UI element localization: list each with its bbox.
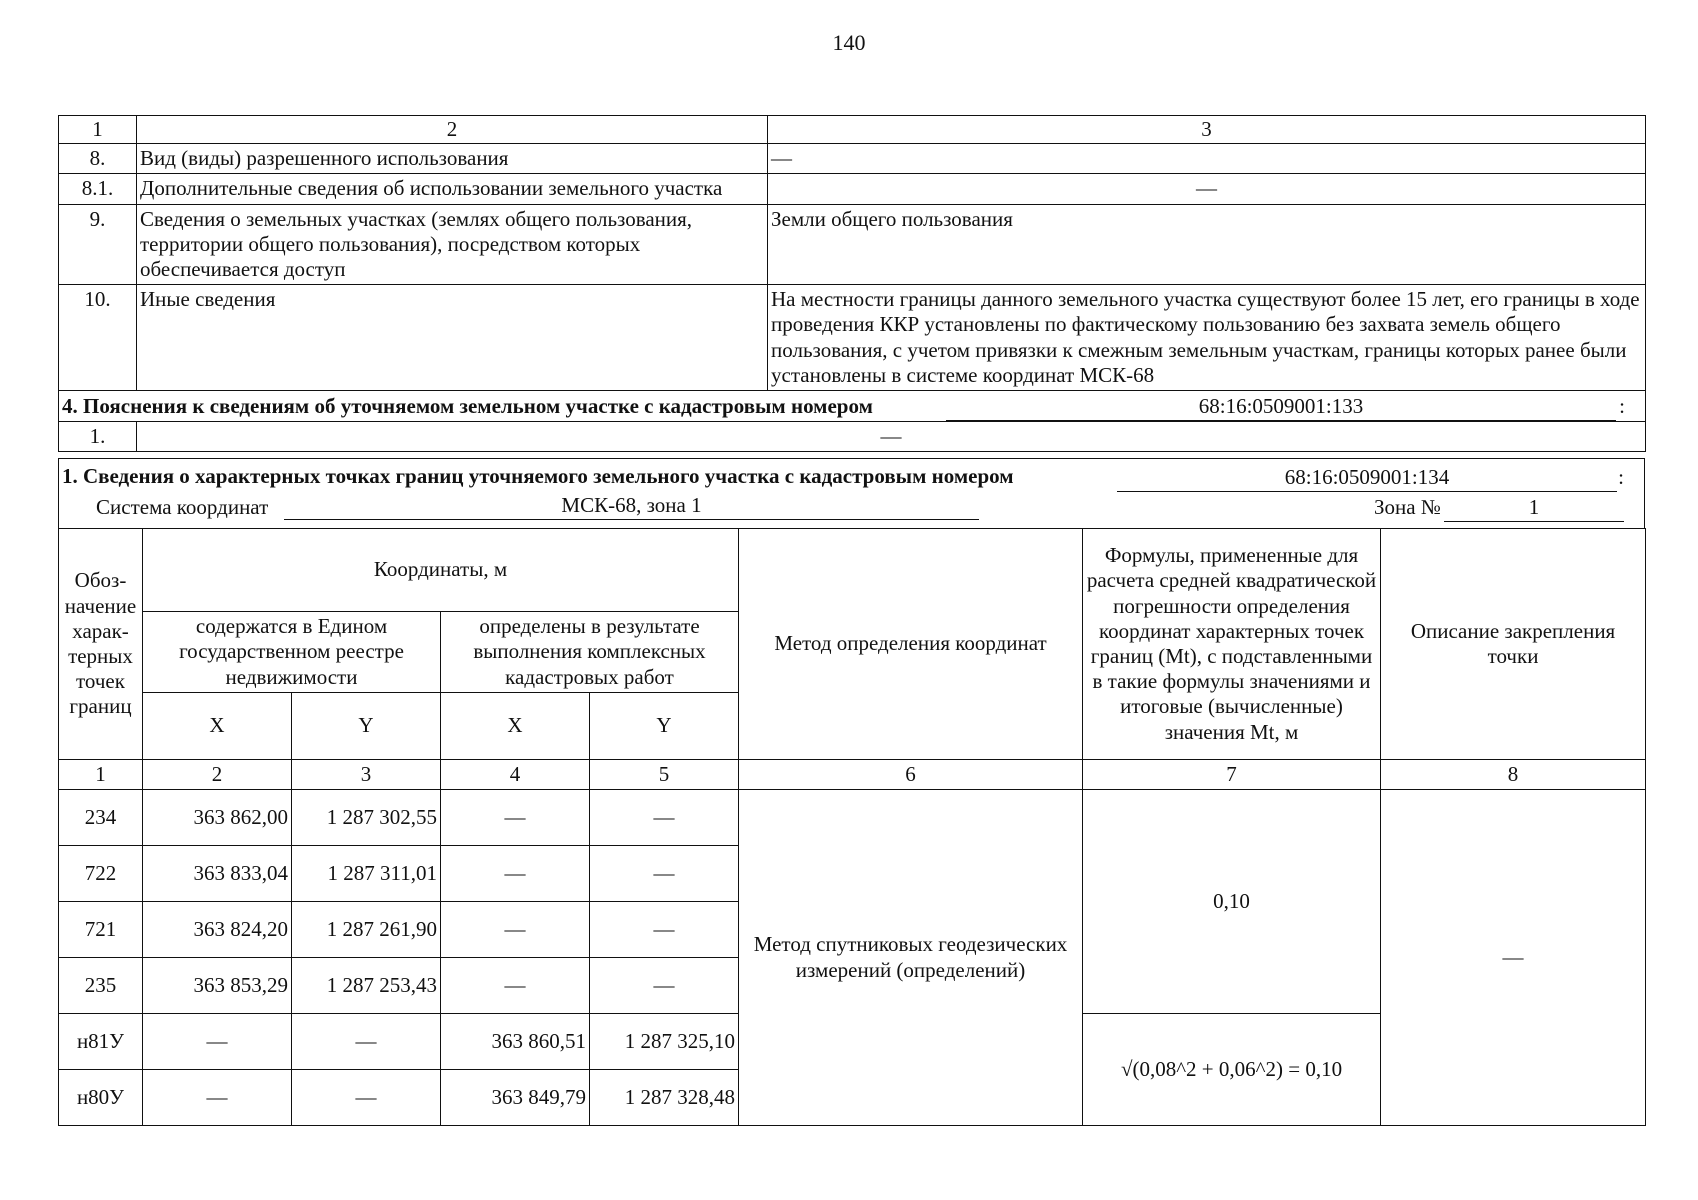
column-number-row [59,116,1646,144]
table-row [59,790,1646,846]
point-id: н80У [59,1070,143,1126]
row-label: Вид (виды) разрешенного использования [137,144,768,174]
land-info-table [58,115,1646,452]
x-egrn: 363 862,00 [143,790,292,846]
description-value: — [1381,790,1646,1126]
mt-value-2: √(0,08^2 + 0,06^2) = 0,10 [1083,1014,1381,1126]
section-4-cadastral-number: 68:16:0509001:133 [946,394,1616,421]
y-egrn: 1 287 261,90 [292,902,441,958]
point-id: 235 [59,958,143,1014]
y-kkr: — [590,902,739,958]
points-section-title: 1. Сведения о характерных точках границ уточняемого земельного участка с кадастровым номером [62,464,1014,488]
table-row [59,421,1646,451]
y-kkr: 1 287 325,10 [590,1014,739,1070]
y-kkr: — [590,958,739,1014]
section-4-cell [59,390,1646,421]
x-egrn: — [143,1014,292,1070]
y-kkr: — [590,846,739,902]
row-number: 9. [59,204,137,285]
points-cadastral-number: 68:16:0509001:134 [1117,465,1617,492]
coordinates-header: Координаты, м [143,529,739,612]
section-4-row [59,390,1646,421]
mt-value-1: 0,10 [1083,790,1381,1014]
point-id: н81У [59,1014,143,1070]
table-row [59,144,1646,174]
col-num: 6 [739,760,1083,790]
row-number: 8. [59,144,137,174]
x-kkr: 363 860,51 [441,1014,590,1070]
column-number-row [59,760,1646,790]
col-num: 2 [143,760,292,790]
x-kkr: — [441,846,590,902]
section-4-colon: : [1619,393,1625,418]
row-value: — [768,144,1646,174]
egrn-header: содержатся в Едином государственном реестре недвижимости [143,612,441,693]
header-row [59,529,1646,612]
y-kkr: 1 287 328,48 [590,1070,739,1126]
col-num-1: 1 [59,116,137,144]
x-egrn: 363 853,29 [143,958,292,1014]
x-kkr: 363 849,79 [441,1070,590,1126]
col-num: 7 [1083,760,1381,790]
page-number: 140 [832,30,866,55]
row-value: На местности границы данного земельного участка существуют более 15 лет, его границы в ходе проведения ККР установлены по фактическому пользованию без захвата земель общего пользования, с учетом привязки к смежным земельным участкам, границы которых ранее были установлены в системе координат МСК-68 [768,285,1646,391]
points-colon: : [1618,465,1624,489]
y-egrn-header: Y [292,693,441,760]
method-header: Метод определения координат [739,529,1083,760]
x-kkr: — [441,790,590,846]
y-kkr-header: Y [590,693,739,760]
x-kkr: — [441,902,590,958]
y-egrn: 1 287 302,55 [292,790,441,846]
y-kkr: — [590,790,739,846]
y-egrn: 1 287 311,01 [292,846,441,902]
table-row [59,204,1646,285]
method-value: Метод спутниковых геодезических измерений (определений) [739,790,1083,1126]
x-egrn-header: X [143,693,292,760]
points-section-header [58,458,1645,529]
y-egrn: 1 287 253,43 [292,958,441,1014]
row-value: Земли общего пользования [768,204,1646,285]
x-egrn: 363 833,04 [143,846,292,902]
col-num: 4 [441,760,590,790]
x-kkr: — [441,958,590,1014]
point-id: 234 [59,790,143,846]
y-egrn: — [292,1014,441,1070]
description-header: Описание закрепления точки [1381,529,1646,760]
coord-system-value: МСК-68, зона 1 [284,493,979,520]
col-num: 8 [1381,760,1646,790]
designation-header: Обоз-начение харак-терных точек границ [59,529,143,760]
col-num: 1 [59,760,143,790]
section-4-title: 4. Пояснения к сведениям об уточняемом земельном участке с кадастровым номером [62,393,873,418]
boundary-points-table [58,528,1646,1126]
row-value: — [768,174,1646,204]
col-num-3: 3 [768,116,1646,144]
point-id: 721 [59,902,143,958]
kkr-header: определены в результате выполнения комплексных кадастровых работ [441,612,739,693]
formulas-header: Формулы, примененные для расчета средней квадратической погрешности определения координат характерных точек границ (Mt), с подставленными в такие формулы значениями и итоговые (вычисленные) значения Mt, м [1083,529,1381,760]
row-number: 10. [59,285,137,391]
coord-system-label: Система координат [96,495,269,519]
col-num: 3 [292,760,441,790]
zone-value: 1 [1444,495,1624,522]
col-num: 5 [590,760,739,790]
row-label: Сведения о земельных участках (землях общего пользования, территории общего пользования), посредством которых обеспечивается доступ [137,204,768,285]
zone-label: Зона № [1374,495,1441,519]
table-row [59,285,1646,391]
point-id: 722 [59,846,143,902]
row-value: — [137,421,1646,451]
row-label: Дополнительные сведения об использовании земельного участка [137,174,768,204]
x-egrn: 363 824,20 [143,902,292,958]
x-egrn: — [143,1070,292,1126]
y-egrn: — [292,1070,441,1126]
col-num-2: 2 [137,116,768,144]
row-number: 1. [59,421,137,451]
x-kkr-header: X [441,693,590,760]
table-row [59,174,1646,204]
row-label: Иные сведения [137,285,768,391]
row-number: 8.1. [59,174,137,204]
